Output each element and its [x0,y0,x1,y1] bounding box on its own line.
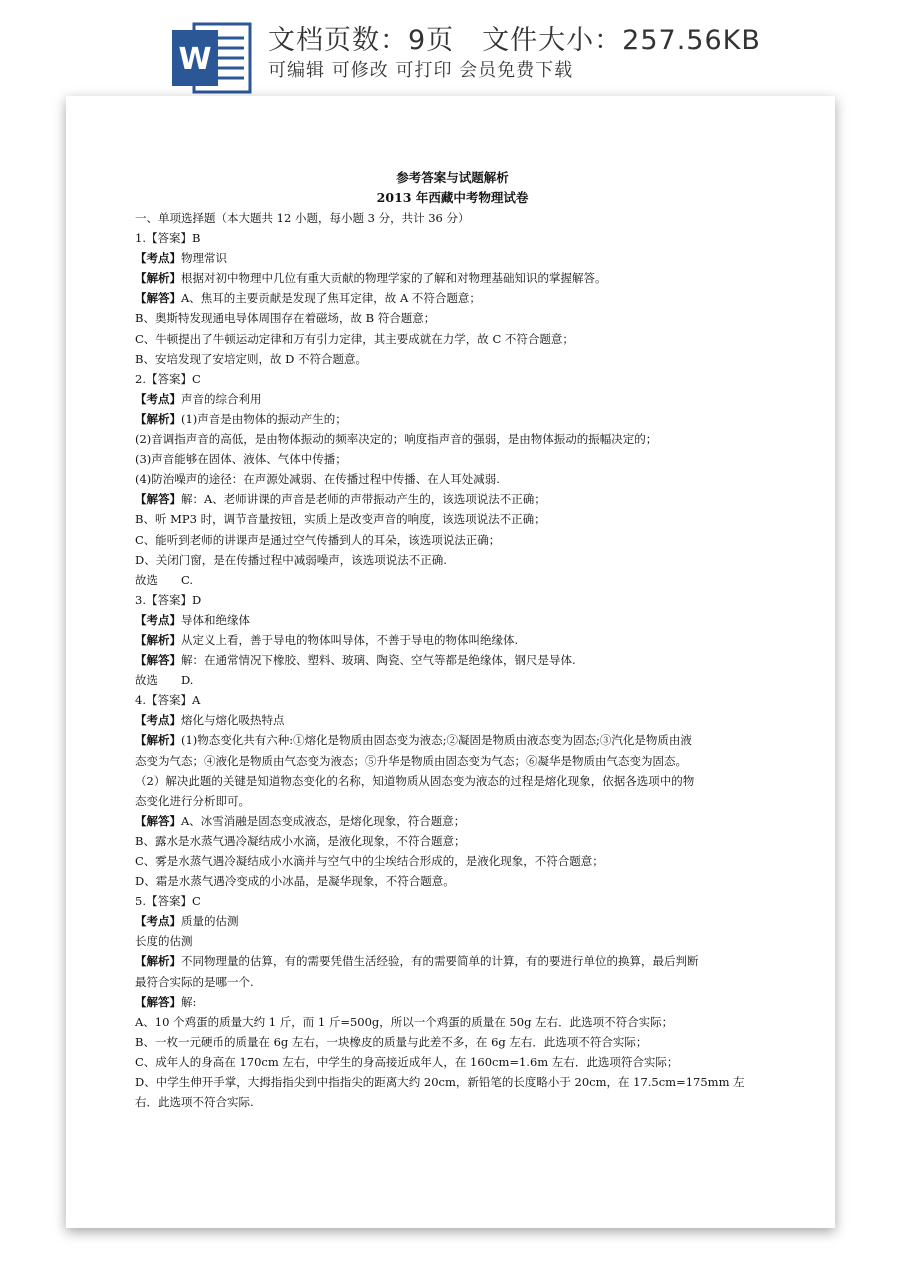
document-line [135,751,770,771]
line-text: 导体和绝缘体 [181,612,250,627]
document-line [135,1092,770,1112]
document-line [135,730,770,750]
line-label: 【考点】 [135,612,181,627]
document-line [135,248,770,268]
document-line [135,308,770,328]
line-text: 最符合实际的是哪一个. [135,974,254,989]
line-text: (3)声音能够在固体、液体、气体中传播； [135,452,347,467]
document-line [135,1012,770,1032]
document-line [135,288,770,308]
document-line [135,690,770,710]
document-line [135,329,770,349]
line-label: 【解答】 [135,813,181,828]
document-line [135,972,770,992]
line-text: A、焦耳的主要贡献是发现了焦耳定律，故 A 不符合题意； [181,291,481,306]
line-text: D、关闭门窗，是在传播过程中减弱噪声，该选项说法不正确. [135,552,447,567]
line-text: 3.【答案】D [135,592,202,607]
word-icon-letter: W [178,42,212,77]
answer-lines [135,228,770,1112]
line-label: 【解析】 [135,733,181,748]
document-line [135,1072,770,1092]
line-label: 【考点】 [135,713,181,728]
line-text: A、10 个鸡蛋的质量大约 1 斤，而 1 斤=500g，所以一个鸡蛋的质量在 50g 左右．此选项不符合实际； [135,1014,674,1029]
line-text: 故选 C. [135,572,194,587]
line-text: 从定义上看，善于导电的物体叫导体，不善于导电的物体叫绝缘体. [181,632,519,647]
line-label: 【考点】 [135,391,181,406]
line-label: 【解析】 [135,411,181,426]
document-line [135,771,770,791]
document-line [135,369,770,389]
line-text: 2.【答案】C [135,371,201,386]
document-line [135,449,770,469]
document-line [135,1032,770,1052]
document-line [135,469,770,489]
line-text: (1)声音是由物体的振动产生的； [181,411,347,426]
document-line [135,610,770,630]
line-text: (2)音调指声音的高低，是由物体振动的频率决定的；响度指声音的强弱，是由物体振动的振幅决定的； [135,432,658,447]
document-line [135,911,770,931]
document-line [135,670,770,690]
document-line [135,268,770,288]
line-text: 解: [181,994,197,1009]
line-label: 【解答】 [135,492,181,507]
document-line [135,871,770,891]
line-text: B、听 MP3 时，调节音量按钮，实质上是改变声音的响度，该选项说法不正确； [135,512,546,527]
document-line [135,228,770,248]
line-text: 右．此选项不符合实际. [135,1095,254,1110]
doc-subtitle: 2013 年西藏中考物理试卷 [376,190,529,205]
banner-title: 文档页数：9页 文件大小：257.56KB [268,25,761,56]
document-line [135,349,770,369]
document-line [135,650,770,670]
line-text: D、霜是水蒸气遇冷变成的小冰晶，是凝华现象，不符合题意。 [135,874,455,889]
line-text: C、能听到老师的讲课声是通过空气传播到人的耳朵，该选项说法正确； [135,532,501,547]
section-heading: 一、单项选择题（本大题共 12 小题，每小题 3 分，共计 36 分） [135,211,470,225]
document-line [135,1052,770,1072]
line-text: 故选 D. [135,673,194,688]
document-line [135,409,770,429]
document-line [135,891,770,911]
line-text: 1.【答案】B [135,231,201,246]
document-line [135,550,770,570]
document-line [135,489,770,509]
line-text: （2）解决此题的关键是知道物态变化的名称，知道物质从固态变为液态的过程是熔化现象，依据各选项中的物 [135,773,695,788]
document-line [135,931,770,951]
doc-title: 参考答案与试题解析 [396,170,509,185]
document-line [135,530,770,550]
document-line [135,429,770,449]
line-text: B、一枚一元硬币的质量在 6g 左右，一块橡皮的质量与此差不多，在 6g 左右．此选项不符合实际； [135,1034,648,1049]
line-text: 5.【答案】C [135,894,201,909]
line-text: C、牛顿提出了牛顿运动定律和万有引力定律，其主要成就在力学，故 C 不符合题意； [135,331,574,346]
line-label: 【解析】 [135,632,181,647]
document-line [135,509,770,529]
document-line [135,831,770,851]
line-text: B、奥斯特发现通电导体周围存在着磁场，故 B 符合题意； [135,311,436,326]
line-text: A、冰雪消融是固态变成液态，是熔化现象，符合题意； [181,813,466,828]
line-text: 解：A、老师讲课的声音是老师的声带振动产生的，该选项说法不正确； [181,492,546,507]
line-text: 根据对初中物理中几位有重大贡献的物理学家的了解和对物理基础知识的掌握解答。 [181,271,607,286]
document-line [135,570,770,590]
line-text: 态变化进行分析即可。 [135,793,250,808]
line-text: C、成年人的身高在 170cm 左右，中学生的身高接近成年人，在 160cm=1.6m 左右．此选项符合实际； [135,1054,679,1069]
line-label: 【解答】 [135,291,181,306]
line-text: 长度的估测 [135,934,193,949]
line-text: D、中学生伸开手掌，大拇指指尖到中指指尖的距离大约 20cm，新铅笔的长度略小于 20cm，在 17.5cm=175mm 左 [135,1075,745,1090]
line-text: 熔化与熔化吸热特点 [181,713,285,728]
document-line [135,630,770,650]
line-label: 【解析】 [135,271,181,286]
line-text: (1)物态变化共有六种:①熔化是物质由固态变为液态;②凝固是物质由液态变为固态;③汽化是物质由液 [181,733,692,748]
line-text: 态变为气态；④液化是物质由气态变为液态；⑤升华是物质由固态变为气态；⑥凝华是物质由气态变为固态。 [135,753,687,768]
document-line [135,791,770,811]
line-label: 【解答】 [135,653,181,668]
line-label: 【解答】 [135,994,181,1009]
document-line [135,851,770,871]
line-label: 【考点】 [135,251,181,266]
line-text: 声音的综合利用 [181,391,262,406]
document-body [135,168,770,1112]
line-text: (4)防治噪声的途径：在声源处减弱、在传播过程中传播、在人耳处减弱. [135,472,500,487]
download-banner [0,0,900,100]
line-text: B、露水是水蒸气遇冷凝结成小水滴，是液化现象，不符合题意； [135,833,466,848]
document-line [135,951,770,971]
line-text: 4.【答案】A [135,693,201,708]
line-text: 物理常识 [181,251,227,266]
document-line [135,389,770,409]
document-line [135,992,770,1012]
line-label: 【考点】 [135,914,181,929]
line-text: 解：在通常情况下橡胶、塑料、玻璃、陶瓷、空气等都是绝缘体，钢尺是导体. [181,653,576,668]
line-text: B、安培发现了安培定则，故 D 不符合题意。 [135,351,367,366]
word-document-icon [172,20,252,96]
document-line [135,710,770,730]
banner-subtitle: 可编辑 可修改 可打印 会员免费下载 [268,60,574,81]
line-text: C、雾是水蒸气遇冷凝结成小水滴并与空气中的尘埃结合形成的，是液化现象，不符合题意； [135,854,604,868]
line-text: 不同物理量的估算，有的需要凭借生活经验，有的需要简单的计算，有的要进行单位的换算，最后判断 [181,954,699,969]
line-label: 【解析】 [135,954,181,969]
document-line [135,811,770,831]
line-text: 质量的估测 [181,914,239,929]
document-line [135,590,770,610]
